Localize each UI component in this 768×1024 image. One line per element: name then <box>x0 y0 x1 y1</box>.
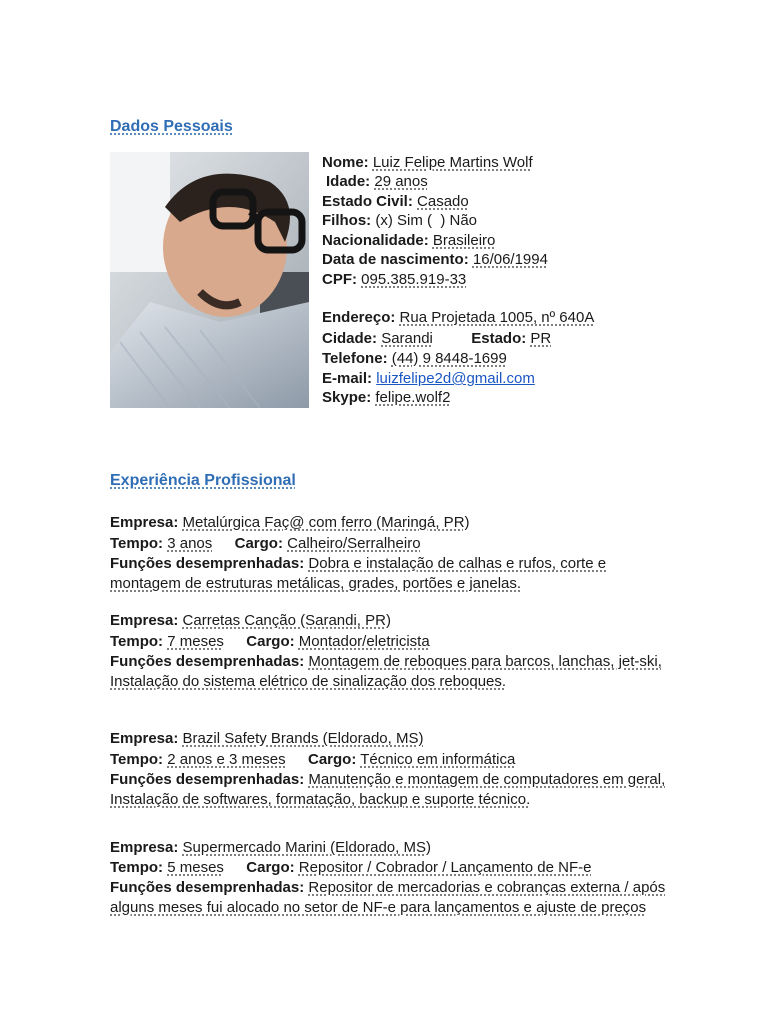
value-nacionalidade: Brasileiro <box>432 232 496 249</box>
label-email: E-mail: <box>322 370 373 387</box>
label-filhos: Filhos: <box>322 212 372 229</box>
job-3-funcoes <box>110 770 670 809</box>
label-tempo: Tempo: <box>110 535 164 552</box>
job-3-tempo-cargo <box>110 750 515 770</box>
label-empresa: Empresa: <box>110 514 179 531</box>
value-cargo: Calheiro/Serralheiro <box>287 535 421 552</box>
value-filhos: (x) Sim ( ) Não <box>375 212 478 229</box>
label-funcoes: Funções desemprenhadas: <box>110 555 305 572</box>
value-tempo: 5 meses <box>167 859 224 876</box>
job-4-tempo-cargo <box>110 858 591 878</box>
label-funcoes: Funções desemprenhadas: <box>110 653 305 670</box>
field-cpf <box>322 270 466 290</box>
section-heading-experience: Experiência Profissional <box>110 472 296 489</box>
value-cargo: Montador/eletricista <box>298 633 430 650</box>
job-2-empresa <box>110 611 391 631</box>
value-estado: PR <box>530 330 552 347</box>
job-3-empresa <box>110 729 423 749</box>
job-1-funcoes <box>110 554 670 593</box>
field-nacionalidade <box>322 231 495 251</box>
label-funcoes: Funções desemprenhadas: <box>110 771 305 788</box>
value-funcoes: Manutenção e montagem de computadores em geral, Instalação de softwares, formatação, backup e suporte técnico. <box>110 771 666 808</box>
label-nacionalidade: Nacionalidade: <box>322 232 429 249</box>
label-skype: Skype: <box>322 389 372 406</box>
profile-photo <box>110 152 309 408</box>
value-cargo: Técnico em informática <box>360 751 516 768</box>
label-tempo: Tempo: <box>110 751 164 768</box>
field-filhos <box>322 211 477 231</box>
job-4-funcoes <box>110 878 670 917</box>
value-empresa: Metalúrgica Faç@ com ferro (Maringá, PR) <box>182 514 470 531</box>
value-tempo: 7 meses <box>167 633 224 650</box>
label-empresa: Empresa: <box>110 612 179 629</box>
field-estado-civil <box>322 192 469 212</box>
value-empresa: Brazil Safety Brands (Eldorado, MS) <box>182 730 424 747</box>
field-nascimento <box>322 250 548 270</box>
value-skype: felipe.wolf2 <box>375 389 451 406</box>
value-cargo: Repositor / Cobrador / Lançamento de NF-e <box>298 859 592 876</box>
label-tempo: Tempo: <box>110 859 164 876</box>
job-2-funcoes <box>110 652 670 691</box>
label-tempo: Tempo: <box>110 633 164 650</box>
label-nascimento: Data de nascimento: <box>322 251 469 268</box>
label-empresa: Empresa: <box>110 730 179 747</box>
value-cidade: Sarandi <box>381 330 433 347</box>
value-cpf: 095.385.919-33 <box>361 271 467 288</box>
job-4-empresa <box>110 838 431 858</box>
label-cpf: CPF: <box>322 271 357 288</box>
label-estado: Estado: <box>471 330 527 347</box>
field-telefone <box>322 349 507 369</box>
value-endereco: Rua Projetada 1005, nº 640A <box>399 309 595 326</box>
value-nascimento: 16/06/1994 <box>472 251 548 268</box>
job-1-tempo-cargo <box>110 534 421 554</box>
label-cargo: Cargo: <box>234 535 283 552</box>
value-estado-civil: Casado <box>417 193 469 210</box>
job-2-tempo-cargo <box>110 632 430 652</box>
label-cargo: Cargo: <box>246 633 295 650</box>
label-cargo: Cargo: <box>246 859 295 876</box>
value-tempo: 3 anos <box>167 535 213 552</box>
value-nome: Luiz Felipe Martins Wolf <box>372 154 533 171</box>
field-skype <box>322 388 450 408</box>
label-endereco: Endereço: <box>322 309 396 326</box>
value-empresa: Supermercado Marini (Eldorado, MS) <box>182 839 431 856</box>
field-email <box>322 369 535 389</box>
label-estado-civil: Estado Civil: <box>322 193 413 210</box>
profile-photo-image <box>110 152 309 408</box>
value-funcoes: Montagem de reboques para barcos, lanchas, jet-ski, Instalação do sistema elétrico de sinalização dos reboques. <box>110 653 662 690</box>
value-funcoes: Dobra e instalação de calhas e rufos, corte e montagem de estruturas metálicas, grades, portões e janelas. <box>110 555 607 592</box>
value-empresa: Carretas Canção (Sarandi, PR) <box>182 612 391 629</box>
field-nome <box>322 153 533 173</box>
value-telefone: (44) 9 8448-1699 <box>391 350 507 367</box>
label-cargo: Cargo: <box>307 751 357 768</box>
value-funcoes: Repositor de mercadorias e cobranças externa / após alguns meses fui alocado no setor de NF-e para lançamentos e ajuste de preços <box>110 879 666 916</box>
value-tempo: 2 anos e 3 meses <box>167 751 286 768</box>
email-link[interactable]: luizfelipe2d@gmail.com <box>376 370 535 387</box>
label-empresa: Empresa: <box>110 839 179 856</box>
label-telefone: Telefone: <box>322 350 388 367</box>
label-nome: Nome: <box>322 154 369 171</box>
field-idade <box>326 172 428 192</box>
job-1-empresa <box>110 513 470 533</box>
label-cidade: Cidade: <box>322 330 378 347</box>
label-funcoes: Funções desemprenhadas: <box>110 879 305 896</box>
field-cidade-estado <box>322 329 551 349</box>
label-idade: Idade: <box>326 173 371 190</box>
section-heading-personal: Dados Pessoais <box>110 118 233 135</box>
field-endereco <box>322 308 594 328</box>
value-idade: 29 anos <box>374 173 428 190</box>
